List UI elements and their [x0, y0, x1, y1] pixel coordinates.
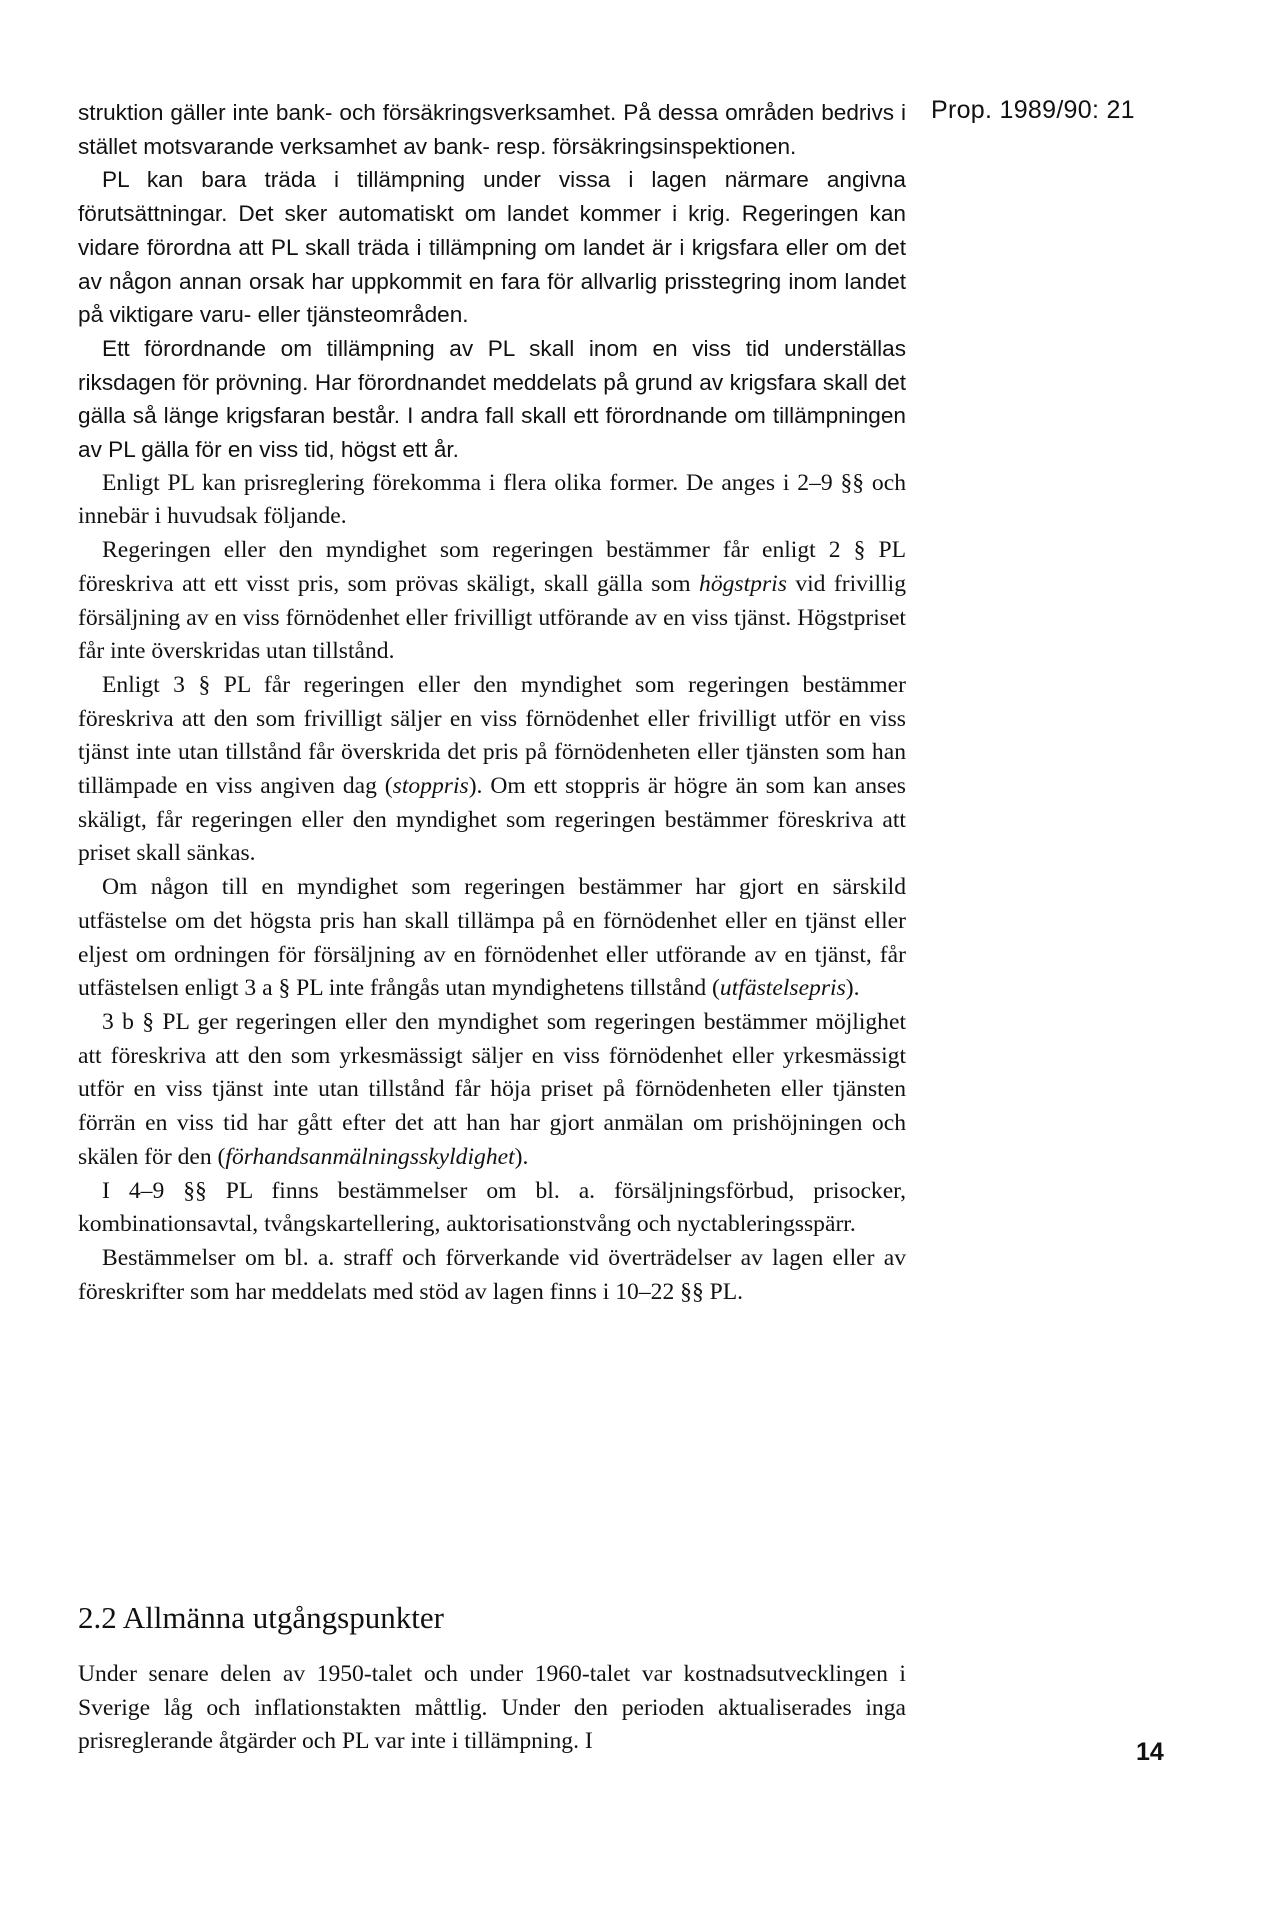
section-text [78, 1658, 906, 1759]
paragraph-hogstpris [78, 534, 906, 669]
text-span: 3 b § PL ger regeringen eller den myndighet som regeringen bestämmer möjlighet att föreskriva att den som yrkesmässigt säljer en viss förnödenhet eller yrkesmässigt utför en viss tjänst inte utan tillstånd får höja priset på förnödenheten eller tjänsten förrän en viss tid har gått efter det att han har gjort anmälan om prishöjningen och skälen för den ( [78, 1008, 906, 1170]
text-span: Enligt 3 § PL får regeringen eller den myndighet som regeringen bestämmer föreskriva att den som frivilligt säljer en viss förnödenhet eller frivilligt utför en viss tjänst inte utan tillstånd får överskrida det pris på förnödenheten eller tjänsten som han tillämpade en viss angiven dag ( [78, 671, 906, 800]
defined-term: förhandsanmälningsskyldighet [225, 1143, 515, 1170]
paragraph: Ett förordnande om tillämpning av PL skall inom en viss tid underställas riksdagen för prövning. Har förordnandet meddelats på grund av krigsfara skall det gälla så länge krigsfaran består. I andra fall skall ett förordnande om tillämpningen av PL gälla för en viss tid, högst ett år. [78, 335, 906, 463]
paragraph: Under senare delen av 1950-talet och under 1960-talet var kostnadsutvecklingen i Sverige låg och inflationstakten måttlig. Under den perioden aktualiserades inga prisreglerande åtgärder och PL var inte i tillämpning. I [78, 1661, 906, 1755]
paragraph: PL kan bara träda i tillämpning under vissa i lagen närmare angivna förutsättningar. Det sker automatiskt om landet kommer i krig. Regeringen kan vidare förordna att PL skall träda i tillämpning om landet är i krigsfara eller om det av någon annan orsak har uppkommit en fara för allvarlig prisstegring inom landet på viktigare varu- eller tjänsteområden. [78, 167, 906, 328]
text-span: ). Om ett stoppris är högre än som kan anses skäligt, får regeringen eller den myndighet som regeringen bestämmer föreskriva att priset skall sänkas. [78, 773, 906, 867]
page-number: 14 [1136, 1738, 1164, 1766]
paragraph-stoppris [78, 669, 906, 871]
defined-term: utfästelsepris [719, 975, 846, 1002]
section-heading: 2.2 Allmänna utgångspunkter [78, 1600, 444, 1635]
paragraph-utfastelsepris [78, 871, 906, 1006]
paragraph-forhandsanmalan [78, 1006, 906, 1175]
text-span: Om någon till en myndighet som regeringen bestämmer har gjort en särskild utfästelse om det högsta pris han skall tillämpa på en förnödenhet eller en tjänst eller eljest om ordningen för försäljning av en förnödenhet eller utförande av en tjänst, får utfästelsen enligt 3 a § PL inte frångås utan myndighetens tillstånd ( [78, 874, 906, 1002]
paragraph: Enligt PL kan prisreglering förekomma i flera olika former. De anges i 2–9 §§ och innebär i huvudsak följande. [78, 469, 906, 530]
paragraph: struktion gäller inte bank- och försäkringsverksamhet. På dessa områden bedrivs i stället motsvarande verksamhet av bank- resp. försäkringsinspektionen. [78, 100, 906, 159]
text-span: vid frivillig försäljning av en viss förnödenhet eller frivilligt utförande av en viss tjänst. Högstpriset får inte överskridas utan tillstånd. [78, 570, 906, 665]
body-text [78, 96, 906, 1309]
proposition-reference: Prop. 1989/90: 21 [931, 96, 1135, 124]
paragraph: I 4–9 §§ PL finns bestämmelser om bl. a. försäljningsförbud, prisocker, kombinationsavtal, tvångskartellering, auktorisationstvång och nyctableringsspärr. [78, 1177, 906, 1238]
text-span: ). [514, 1143, 529, 1170]
text-span: ). [845, 975, 860, 1002]
defined-term: högstpris [699, 570, 787, 597]
paragraph: Bestämmelser om bl. a. straff och förverkande vid överträdelser av lagen eller av föreskrifter som har meddelats med stöd av lagen finns i 10–22 §§ PL. [78, 1244, 906, 1305]
defined-term: stoppris [392, 773, 469, 800]
text-span: Regeringen eller den myndighet som regeringen bestämmer får enligt 2 § PL föreskriva att ett visst pris, som prövas skäligt, skall gälla som [78, 537, 906, 597]
